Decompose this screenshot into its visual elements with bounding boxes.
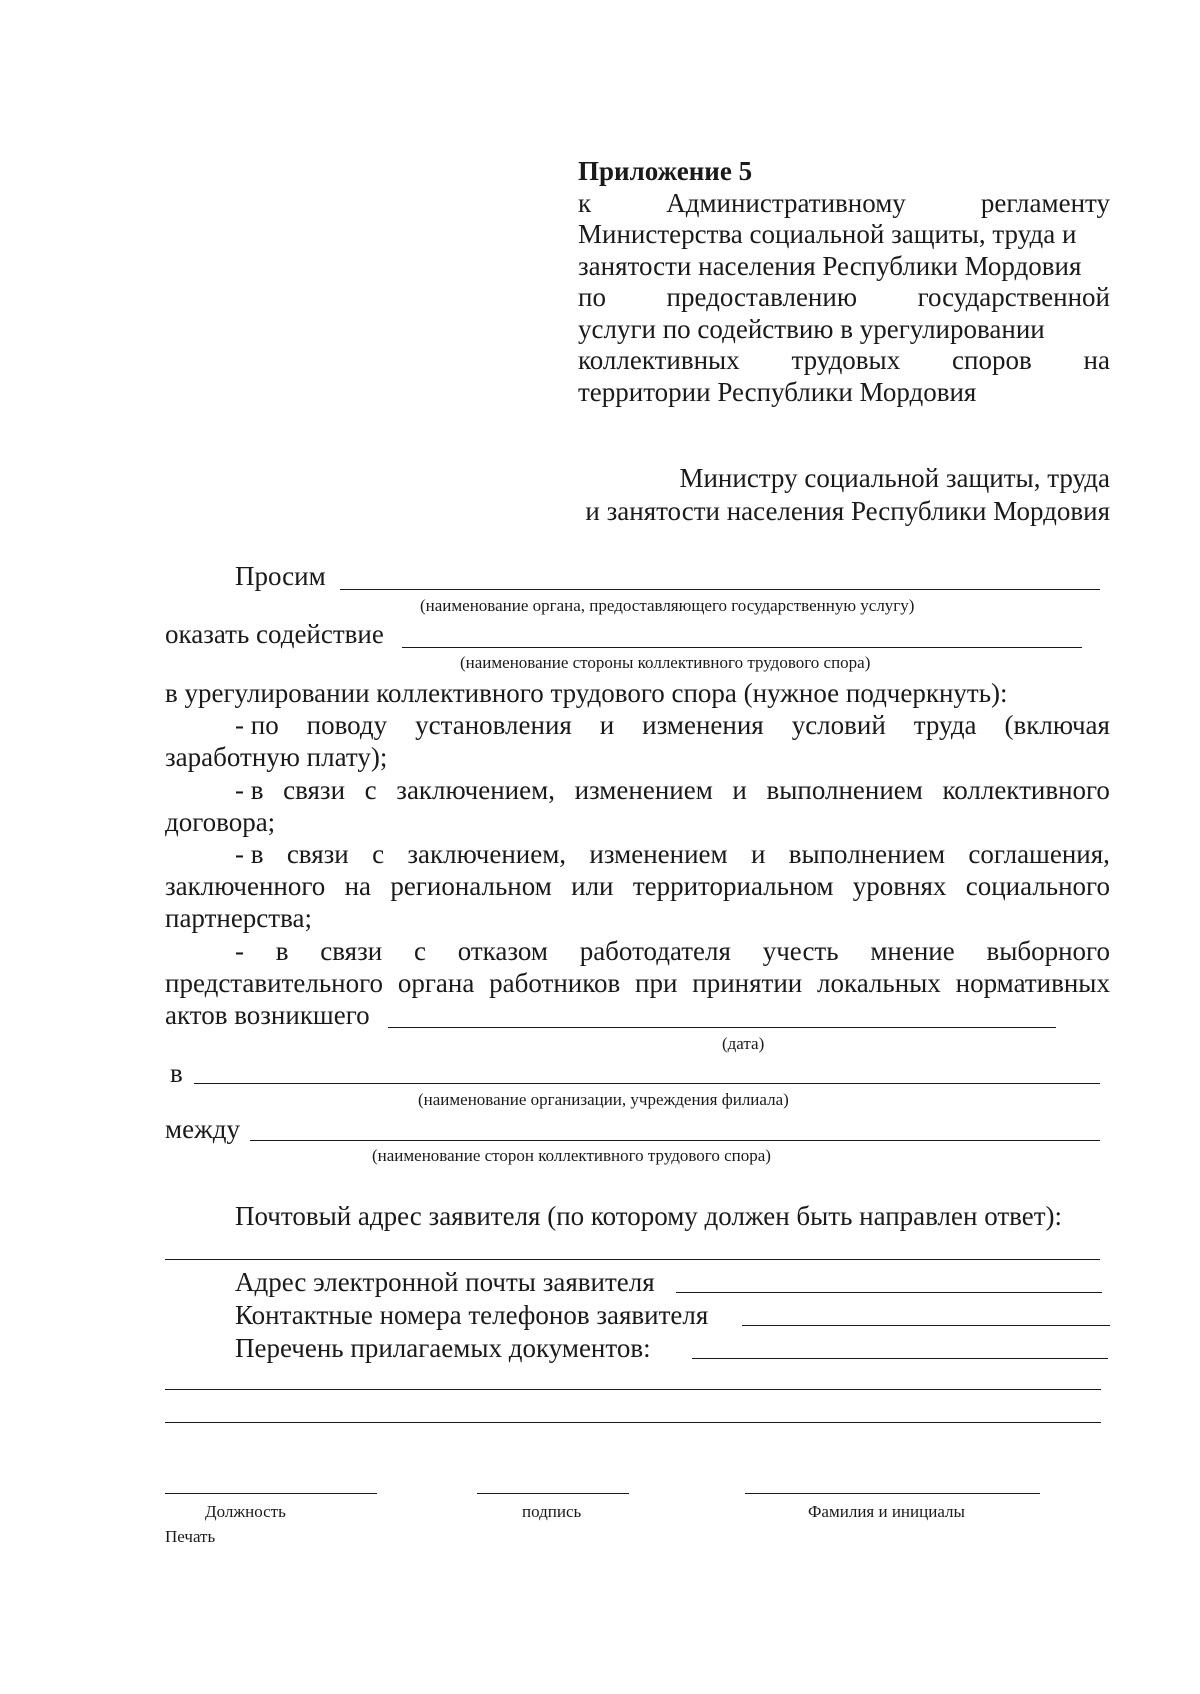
position-signature-line[interactable] — [165, 1493, 377, 1494]
option-word: социального — [965, 871, 1110, 901]
recipient-block — [520, 462, 1110, 528]
option-word: в — [275, 936, 289, 966]
option-word: заключением, — [407, 839, 567, 869]
annex-word: по — [578, 282, 606, 312]
option-word: и — [750, 839, 766, 869]
annex-header — [578, 156, 1110, 408]
signature-caption: подпись — [522, 1502, 582, 1521]
option-word: работников — [489, 968, 621, 998]
option-word: изменением — [574, 775, 713, 805]
option-2-line-2: договора; — [165, 807, 276, 837]
phones-field-line[interactable] — [742, 1325, 1110, 1326]
email-label: Адрес электронной почты заявителя — [235, 1267, 655, 1297]
request-field-line[interactable] — [340, 589, 1100, 590]
name-signature-line[interactable] — [745, 1493, 1040, 1494]
option-word: региональном — [390, 871, 552, 901]
option-3-line-2 — [165, 870, 1110, 902]
annex-word: к — [578, 187, 592, 218]
email-field-line[interactable] — [676, 1292, 1102, 1293]
option-word: - — [235, 936, 244, 966]
annex-word: Административному — [666, 187, 906, 218]
option-word: нормативных — [955, 968, 1110, 998]
recipient-line-2: и занятости населения Республики Мордовия — [585, 496, 1110, 526]
option-word: при — [635, 968, 678, 998]
option-1-line-1 — [235, 709, 1110, 741]
option-word: и — [599, 710, 615, 740]
option-word: - в — [235, 839, 264, 869]
option-word: с — [372, 839, 385, 869]
option-word: на — [344, 871, 371, 901]
parties-field-line[interactable] — [250, 1140, 1100, 1141]
option-word: органа — [397, 968, 475, 998]
option-word: соглашения, — [968, 839, 1110, 869]
option-4-line-2 — [165, 967, 1110, 999]
option-word: условий — [791, 710, 886, 740]
option-word: отказом — [457, 936, 548, 966]
option-word: - в — [235, 775, 264, 805]
option-word: с — [364, 775, 377, 805]
annex-word: трудовых — [791, 345, 901, 375]
postal-address-label: Почтовый адрес заявителя (по которому должен быть направлен ответ): — [235, 1201, 1063, 1231]
recipient-line-1: Министру социальной защиты, труда — [679, 463, 1110, 493]
annex-word: коллективных — [578, 345, 740, 375]
postal-address-field-line[interactable] — [165, 1259, 1100, 1260]
option-3-line-3: партнерства; — [165, 903, 312, 933]
annex-word: регламенту — [980, 187, 1110, 218]
assist-label: оказать содействие — [165, 619, 384, 649]
option-word: выборного — [986, 936, 1110, 966]
option-word: изменения — [642, 710, 764, 740]
documents-extra-line-1[interactable] — [165, 1389, 1101, 1390]
parties-caption: (наименование сторон коллективного трудового спора) — [372, 1146, 771, 1165]
annex-line-1 — [578, 188, 1110, 220]
option-word: заключением, — [396, 775, 555, 805]
annex-line-5: услуги по содействию в урегулировании — [578, 313, 1045, 344]
stamp-caption: Печать — [165, 1527, 216, 1546]
option-word: коллективного — [942, 775, 1110, 805]
annex-word: на — [1083, 345, 1110, 375]
option-word: с — [413, 936, 426, 966]
annex-word: предоставлению — [666, 282, 858, 312]
phones-label: Контактные номера телефонов заявителя — [235, 1300, 709, 1330]
request-label: Просим — [235, 561, 326, 591]
option-word: (включая — [1004, 710, 1110, 740]
option-word: связи — [283, 775, 346, 805]
option-word: территориальном — [632, 871, 834, 901]
signature-line[interactable] — [477, 1493, 629, 1494]
request-caption: (наименование органа, предоставляющего государственную услугу) — [420, 596, 915, 615]
option-word: представительного — [165, 968, 384, 998]
option-word: мнение — [870, 936, 955, 966]
option-4-line-1 — [235, 935, 1110, 967]
annex-line-6 — [578, 345, 1110, 377]
annex-word: государственной — [917, 282, 1110, 312]
name-caption: Фамилия и инициалы — [808, 1502, 965, 1521]
annex-line-7: территории Республики Мордовия — [578, 376, 977, 407]
organization-field-line[interactable] — [194, 1083, 1100, 1084]
option-word: установления — [415, 710, 572, 740]
option-word: и — [732, 775, 747, 805]
option-3-line-1 — [235, 838, 1110, 870]
option-1-line-2: заработную плату); — [165, 742, 388, 772]
settlement-line: в урегулировании коллективного трудового спора (нужное подчеркнуть): — [165, 678, 1008, 708]
option-word: связи — [320, 936, 383, 966]
documents-extra-line-2[interactable] — [165, 1422, 1101, 1423]
option-word: работодателя — [579, 936, 731, 966]
assist-caption: (наименование стороны коллективного трудового спора) — [460, 653, 871, 672]
annex-line-2: Министерства социальной защиты, труда и — [578, 219, 1077, 249]
between-label: между — [165, 1114, 240, 1144]
annex-title: Приложение 5 — [578, 156, 753, 186]
annex-word: споров — [952, 345, 1032, 375]
option-word: уровнях — [852, 871, 947, 901]
option-2-line-1 — [235, 774, 1110, 806]
option-word: заключенного — [165, 871, 326, 901]
option-word: или — [571, 871, 614, 901]
option-word: труда — [913, 710, 977, 740]
position-caption: Должность — [205, 1502, 286, 1521]
option-word: выполнением — [788, 839, 946, 869]
date-field-line[interactable] — [388, 1027, 1056, 1028]
option-word: - по — [235, 710, 279, 740]
option-word: учесть — [762, 936, 839, 966]
option-word: локальных — [817, 968, 941, 998]
option-word: изменением — [589, 839, 728, 869]
option-word: принятии — [692, 968, 803, 998]
annex-line-3: занятости населения Республики Мордовия — [578, 250, 1082, 281]
in-label: в — [170, 1058, 183, 1088]
option-word: поводу — [306, 710, 388, 740]
assist-field-line[interactable] — [402, 647, 1082, 648]
date-caption: (дата) — [722, 1034, 765, 1053]
option-word: выполнением — [766, 775, 923, 805]
annex-line-4 — [578, 282, 1110, 314]
arisen-label: актов возникшего — [165, 1000, 370, 1030]
documents-label: Перечень прилагаемых документов: — [235, 1333, 651, 1363]
option-word: связи — [286, 839, 349, 869]
documents-field-line[interactable] — [692, 1358, 1108, 1359]
organization-caption: (наименование организации, учреждения филиала) — [418, 1090, 789, 1109]
